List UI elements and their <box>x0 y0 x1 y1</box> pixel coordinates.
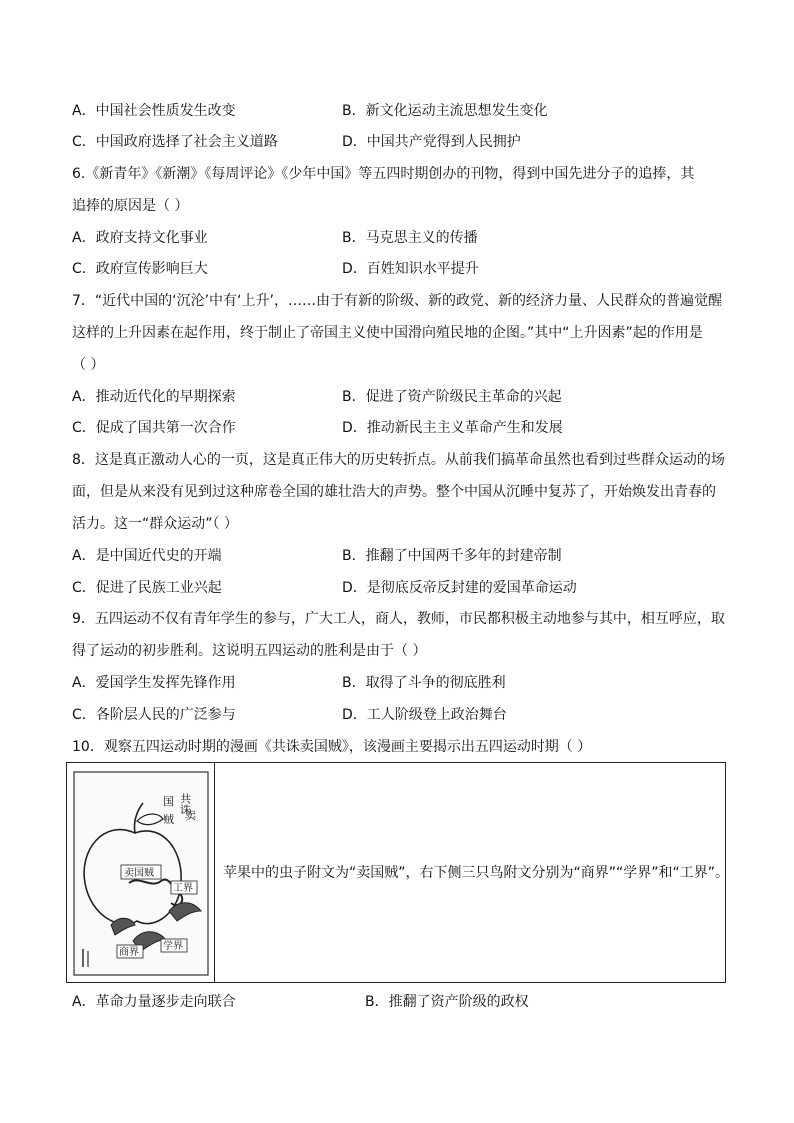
cartoon-table <box>66 762 730 983</box>
q6-option-b[interactable]: B．马克思主义的传播 <box>342 230 478 246</box>
q7-stem-line-1: 7．“近代中国的‘沉沦’中有‘上升’，……由于有新的阶级、新的政党、新的经济力量、人民群众的普遍觉醒 <box>72 293 722 309</box>
q8-option-a[interactable]: A．是中国近代史的开端 <box>72 548 222 564</box>
q7-stem-line-2: 这样的上升因素在起作用，终于制止了帝国主义使中国滑向殖民地的企图。”其中“上升因素”起的作用是 <box>72 325 703 341</box>
q9-option-c[interactable]: C．各阶层人民的广泛参与 <box>72 707 236 723</box>
q6-option-c[interactable]: C．政府宣传影响巨大 <box>72 261 208 277</box>
q8-stem-line-2: 面，但是从来没有见到过这种席卷全国的雄壮浩大的声势。整个中国从沉睡中复苏了，开始焕发出青春的 <box>72 484 716 500</box>
q7-option-b[interactable]: B．促进了资产阶级民主革命的兴起 <box>342 389 562 405</box>
q9-option-a[interactable]: A．爱国学生发挥先锋作用 <box>72 675 236 691</box>
cartoon-caption: 苹果中的虫子附文为“卖国贼”，右下侧三只鸟附文分别为“商界”“学界”和“工界”。 <box>223 865 730 881</box>
cartoon-image <box>73 771 209 976</box>
q8-option-b[interactable]: B．推翻了中国两千多年的封建帝制 <box>342 548 562 564</box>
q6-stem-line-2: 追捧的原因是（ ） <box>72 198 189 214</box>
q6-option-a[interactable]: A．政府支持文化事业 <box>72 230 208 246</box>
q6-options-row-1 <box>72 228 732 248</box>
q7-options-row-2 <box>72 418 732 438</box>
q5-option-d[interactable]: D．中国共产党得到人民拥护 <box>342 134 521 150</box>
table-divider <box>214 763 215 982</box>
q6-options-row-2 <box>72 259 732 279</box>
q8-options-row-2 <box>72 578 732 598</box>
cartoon-title-3: 国 <box>163 795 174 808</box>
q8-stem-line-3: 活力。这一“群众运动”（ ） <box>72 516 238 532</box>
q7-options-row-1 <box>72 387 732 407</box>
worm-label: 卖国贼 <box>124 868 154 879</box>
cartoon-drawing <box>73 771 209 976</box>
q5-options-row-1 <box>72 101 732 121</box>
q9-option-d[interactable]: D．工人阶级登上政治舞台 <box>342 707 507 723</box>
q9-stem-line-1: 9．五四运动不仅有青年学生的参与，广大工人，商人，教师，市民都积极主动地参与其中，相互呼应，取 <box>72 611 725 627</box>
q7-option-a[interactable]: A．推动近代化的早期探索 <box>72 389 236 405</box>
q8-option-c[interactable]: C．促进了民族工业兴起 <box>72 580 222 596</box>
q7-stem-line-3: （ ） <box>72 357 105 373</box>
q8-stem-line-1: 8．这是真正激动人心的一页，这是真正伟大的历史转折点。从前我们搞革命虽然也看到过些群众运动的场 <box>72 452 725 468</box>
cartoon-title-4: 贼 <box>163 813 174 826</box>
q9-options-row-2 <box>72 705 732 725</box>
q5-options-row-2 <box>72 132 732 152</box>
bird-3-label: 商界 <box>119 947 139 958</box>
q9-stem-line-2: 得了运动的初步胜利。这说明五四运动的胜利是由于（ ） <box>72 643 427 659</box>
bird-1-label: 工界 <box>173 883 193 894</box>
q5-option-c[interactable]: C．中国政府选择了社会主义道路 <box>72 134 278 150</box>
cartoon-title-2: 卖 <box>185 809 196 822</box>
q6-option-d[interactable]: D．百姓知识水平提升 <box>342 261 479 277</box>
q5-option-a[interactable]: A．中国社会性质发生改变 <box>72 103 236 119</box>
q10-option-a[interactable]: A．革命力量逐步走向联合 <box>72 994 236 1010</box>
q6-stem-line-1: 6.《新青年》《新潮》《每周评论》《少年中国》等五四时期创办的刊物，得到中国先进分子的追捧，其 <box>72 166 695 182</box>
q7-option-c[interactable]: C．促成了国共第一次合作 <box>72 420 236 436</box>
cartoon-title-1: 共诛 <box>178 793 192 815</box>
q8-options-row-1 <box>72 546 732 566</box>
q10-options-row-1 <box>72 992 732 1012</box>
q10-option-b[interactable]: B．推翻了资产阶级的政权 <box>365 994 529 1010</box>
q5-option-b[interactable]: B．新文化运动主流思想发生变化 <box>342 103 548 119</box>
bird-2-label: 学界 <box>163 941 183 952</box>
q9-option-b[interactable]: B．取得了斗争的彻底胜利 <box>342 675 506 691</box>
q8-option-d[interactable]: D．是彻底反帝反封建的爱国革命运动 <box>342 580 577 596</box>
q7-option-d[interactable]: D．推动新民主主义革命产生和发展 <box>342 420 563 436</box>
q9-options-row-1 <box>72 673 732 693</box>
q10-stem-line-1: 10．观察五四运动时期的漫画《共诛卖国贼》，该漫画主要揭示出五四运动时期（ ） <box>72 739 592 755</box>
